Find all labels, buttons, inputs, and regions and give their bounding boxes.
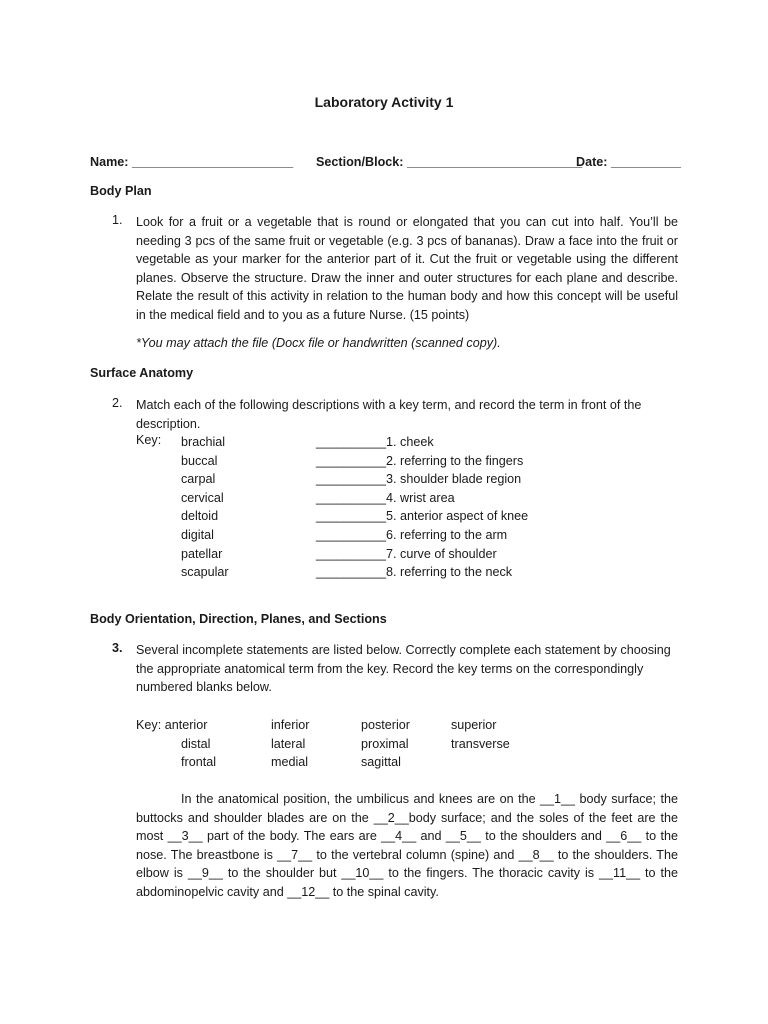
answer-blank: __12__ [287, 884, 330, 899]
answer-blank: __4__ [381, 829, 417, 844]
surface-description-list [316, 433, 528, 582]
passage-text: to the abdominopelvic cavity and [136, 866, 678, 899]
key-cell: posterior [361, 718, 410, 732]
name-field: Name: _______________________ [90, 155, 294, 169]
passage-text: and [416, 829, 446, 844]
body-plan-instructions: Look for a fruit or a vegetable that is round or elongated that you can cut into half. You’ll be needing 3 pcs of the same fruit or vegetable (e.g. 3 pcs of bananas). Draw a face into the fruit or vegetable as your marker for the anterior part of it. Cut the fruit or vegetable using the different planes. Observe the structure. Draw the inner and outer structures for each plane and describe. Relate the result of this activity in relation to the human body and how this concept will be useful in the medical field and to you as a future Nurse. (15 points) [136, 215, 678, 322]
passage-text: to the fingers. The thoracic cavity is [383, 866, 600, 881]
key-term: cervical [181, 490, 224, 505]
key-term: patellar [181, 546, 223, 561]
student-info-row [90, 155, 682, 173]
key-cell: inferior [271, 718, 310, 732]
passage-text: to the shoulder but [222, 866, 342, 881]
orientation-instructions: Several incomplete statements are listed below. Correctly complete each statement by choosing the appropriate anatomical term from the key. Record the key terms on the correspondingly numbered blanks below. [136, 643, 671, 695]
key-term: digital [181, 527, 214, 542]
passage-text: to the spinal cavity. [329, 884, 439, 899]
passage-text: to the shoulders. The elbow is [136, 847, 678, 881]
fill-in-passage [136, 790, 678, 902]
key-cell: lateral [271, 736, 306, 751]
attachment-note: *You may attach the file (Docx file or handwritten (scanned copy). [136, 336, 501, 350]
passage-text: to the nose. The breastbone is [136, 829, 679, 862]
key-cell: frontal [181, 755, 217, 770]
key-cell: proximal [361, 736, 409, 751]
item-number-2: 2. [112, 396, 123, 410]
section-heading-body-plan: Body Plan [90, 184, 152, 198]
date-field: Date: __________ [576, 155, 682, 169]
key-cell: sagittal [361, 755, 401, 770]
description-item: __________2. referring to the fingers [316, 453, 524, 468]
answer-blank: __10__ [341, 866, 384, 881]
description-item: __________6. referring to the arm [316, 527, 508, 542]
section-field: Section/Block: _________________________ [316, 155, 583, 169]
key-cell: Key: anterior [136, 718, 208, 732]
page-title: Laboratory Activity 1 [314, 94, 454, 110]
item-number-3: 3. [112, 641, 123, 655]
answer-blank: __9__ [187, 866, 223, 881]
answer-blank: __2__ [373, 810, 409, 825]
description-item: __________8. referring to the neck [316, 565, 513, 580]
answer-blank: __7__ [277, 847, 313, 862]
passage-text: to the vertebral column (spine) and [312, 847, 519, 862]
item-number-1: 1. [112, 213, 123, 227]
passage-text: to the shoulders and [480, 829, 607, 844]
description-item: __________3. shoulder blade region [316, 472, 522, 487]
answer-blank: __3__ [167, 829, 203, 844]
answer-blank: __8__ [518, 847, 554, 862]
description-item: __________1. cheek [316, 435, 434, 449]
orientation-key-table [136, 716, 556, 776]
description-item: __________7. curve of shoulder [316, 546, 497, 561]
key-cell: transverse [451, 736, 510, 751]
surface-key-list [181, 433, 229, 582]
key-term: scapular [181, 565, 229, 580]
passage-text: part of the body. The ears are [202, 829, 382, 844]
key-cell: distal [181, 736, 211, 751]
passage-text: body surface; and the soles of the feet are the most [136, 810, 678, 844]
key-term: carpal [181, 472, 216, 487]
key-label: Key: [136, 433, 162, 447]
answer-blank: __5__ [445, 829, 481, 844]
answer-blank: __6__ [606, 829, 642, 844]
description-item: __________4. wrist area [316, 490, 455, 505]
section-heading-surface-anatomy: Surface Anatomy [90, 366, 194, 380]
surface-anatomy-instructions: Match each of the following descriptions with a key term, and record the term in front of the description. [136, 398, 642, 431]
key-term: deltoid [181, 509, 219, 524]
answer-blank: __11__ [599, 866, 641, 881]
key-cell: superior [451, 718, 497, 732]
key-term: buccal [181, 453, 218, 468]
passage-text: In the anatomical position, the umbilicus and knees are on the [181, 792, 541, 806]
key-term: brachial [181, 435, 226, 449]
description-item: __________5. anterior aspect of knee [316, 509, 529, 524]
section-heading-orientation: Body Orientation, Direction, Planes, and Sections [90, 612, 387, 626]
key-cell: medial [271, 755, 309, 770]
answer-blank: __1__ [540, 792, 576, 806]
passage-text: body surface; the buttocks and shoulder blades are on the [136, 792, 678, 825]
